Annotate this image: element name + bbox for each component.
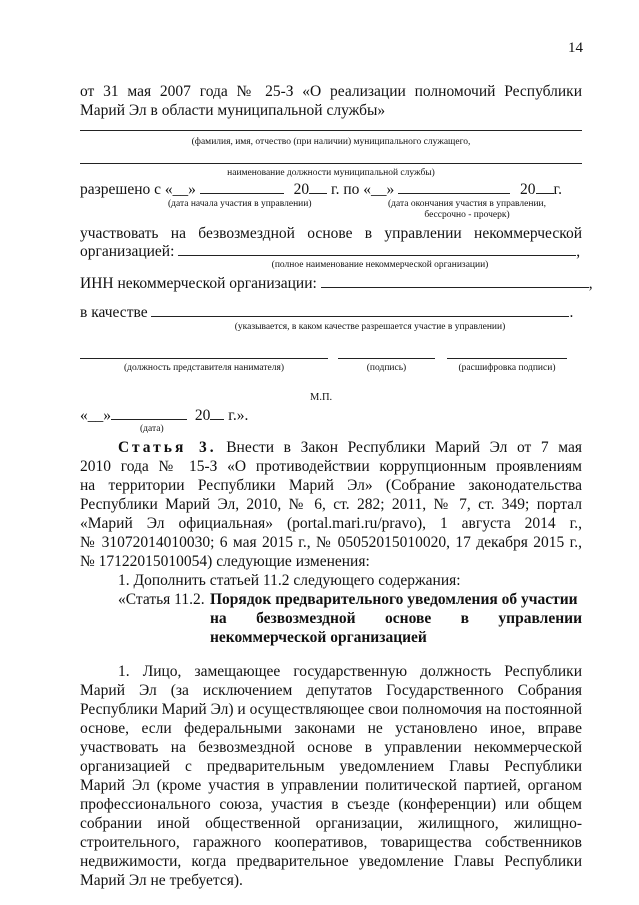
start-year-blank — [309, 180, 327, 194]
end-month-blank — [398, 180, 510, 194]
stamp-mark: М.П. — [310, 392, 333, 403]
position-caption: наименование должности муниципальной службы) — [227, 168, 435, 178]
g-end-text: г. — [553, 181, 563, 198]
capacity-blank — [151, 303, 569, 317]
end-date-caption: (дата окончания участия в управлении, — [388, 199, 546, 209]
clause1-line: Марий Эл (кроме участия в управлении политической партией, органом — [80, 777, 582, 794]
clause1-line: Республики Марий Эл) и осуществляющее свои полномочия на постоянной — [80, 701, 582, 718]
year-prefix: 20 — [293, 181, 310, 198]
fio-blank-line — [80, 130, 582, 131]
new-article-label: «Статья 11.2. — [118, 591, 205, 608]
year-prefix: 20 — [194, 407, 211, 424]
end-year-blank — [536, 180, 554, 194]
end-date-caption: бессрочно - прочерк) — [424, 210, 510, 220]
article3-line: № 31072014010030; 6 мая 2015 г., № 05052015010020, 17 декабря 2015 г., — [80, 534, 582, 551]
article3-text: Внести в Закон Республики Марий Эл от 7 мая — [226, 439, 583, 456]
participate-line: участвовать на безвозмездной основе в управлении некоммерческой — [80, 225, 582, 242]
clause1-line: организацией с предварительным уведомлением Главы Республики — [80, 758, 582, 775]
inn-blank — [321, 274, 589, 288]
capacity-caption: (указывается, в каком качестве разрешается участие в управлении) — [234, 322, 506, 332]
period: . — [569, 304, 574, 321]
date-day: «__» — [80, 407, 111, 424]
clause1-line: профессионального союза, участия в съезде (конференции) или общем — [80, 796, 582, 813]
year-prefix: 20 — [520, 181, 536, 198]
allowed-from-text: разрешено с «__» — [80, 181, 196, 198]
inn-label: ИНН некоммерческой организации: — [80, 275, 317, 292]
clause1-line: строительного, гаражного кооперативов, товарищества собственников — [80, 834, 582, 851]
signature-decode-line — [447, 358, 567, 359]
article3-line: 2010 года № 15-З «О противодействии коррупционным проявлениям — [80, 458, 582, 475]
intro-line: Марий Эл в области муниципальной службы» — [80, 102, 386, 119]
capacity-line — [80, 303, 582, 322]
signature-decode-caption: (расшифровка подписи) — [458, 363, 556, 373]
article3-first-line — [118, 438, 582, 457]
position-blank-line — [80, 163, 582, 164]
clause1-line: собрании иной общественной организации, жилищного, жилищно- — [80, 815, 582, 832]
g-po-text: г. по «__» — [331, 181, 395, 198]
clause1-line: Марий Эл не требуется). — [80, 872, 243, 889]
employer-position-caption: (должность представителя нанимателя) — [124, 363, 284, 373]
start-date-caption: (дата начала участия в управлении) — [168, 199, 312, 209]
clause1-line: Марий Эл (за исключением депутатов Государственного Собрания — [80, 682, 582, 699]
clause1-line: основе, если федеральными законами не установлено иное, вправе — [80, 720, 582, 737]
signature-line — [338, 358, 435, 359]
comma: , — [588, 275, 593, 292]
fio-caption: (фамилия, имя, отчество (при наличии) муниципального служащего, — [191, 137, 471, 147]
clause1-line: участвовать на безвозмездной основе в управлении некоммерческой — [80, 739, 582, 756]
org-label: организацией: — [80, 243, 175, 260]
new-article-title: на безвозмездной основе в управлении — [210, 610, 582, 627]
clause1-line: недвижимости, когда предварительное уведомление Главы Республики — [80, 853, 582, 870]
org-line — [80, 242, 582, 261]
capacity-label: в качестве — [80, 304, 148, 321]
date-caption: (дата) — [140, 424, 164, 434]
date-month-blank — [111, 406, 187, 420]
item-1: 1. Дополнить статьей 11.2 следующего содержания: — [118, 572, 461, 589]
article3-line: № 17122015010054) следующие изменения: — [80, 553, 370, 570]
new-article-title: Порядок предварительного уведомления об участии — [210, 591, 578, 608]
date-end: г.». — [228, 407, 249, 424]
date-line — [80, 406, 582, 425]
intro-line: от 31 мая 2007 года № 25-З «О реализации полномочий Республики — [80, 83, 582, 100]
allowed-dates-line — [80, 180, 582, 199]
clause1-line: 1. Лицо, замещающее государственную должность Республики — [118, 663, 582, 680]
org-name-blank — [178, 242, 576, 256]
org-name-caption: (полное наименование некоммерческой организации) — [271, 260, 489, 270]
comma: , — [576, 243, 581, 260]
start-month-blank — [200, 180, 284, 194]
article3-line: «Марий Эл официальная» (portal.mari.ru/pravo), 1 августа 2014 г., — [80, 515, 582, 532]
page-number: 14 — [568, 40, 583, 56]
article3-line: на территории Республики Марий Эл» (Собрание законодательства — [80, 477, 582, 494]
date-year-blank — [210, 406, 224, 420]
article3-heading: Статья 3. — [118, 439, 217, 456]
article3-line: Республики Марий Эл, 2010, № 6, ст. 282; 2011, № 7, ст. 349; портал — [80, 496, 582, 513]
new-article-title: некоммерческой организацией — [210, 629, 427, 646]
employer-position-line — [80, 358, 328, 359]
signature-caption: (подпись) — [366, 363, 407, 373]
inn-line — [80, 274, 593, 293]
